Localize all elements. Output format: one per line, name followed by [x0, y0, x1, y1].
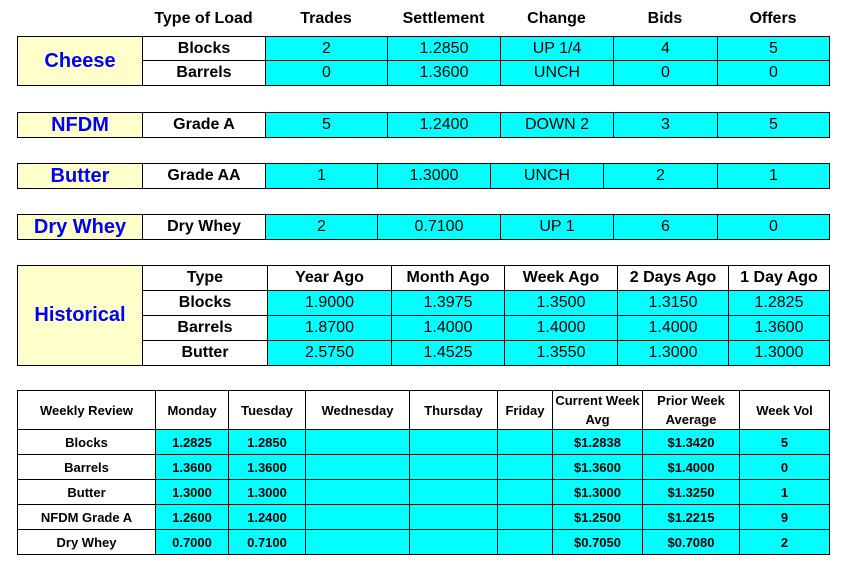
category-nfdm: NFDM — [18, 113, 143, 138]
bids-cell: 4 — [614, 37, 718, 61]
category-butter: Butter — [18, 164, 143, 189]
nfdm-table — [17, 112, 830, 138]
header-type-of-load: Type of Load — [142, 8, 265, 29]
value-cell — [498, 530, 553, 555]
value-cell: 9 — [740, 505, 830, 530]
table-row — [18, 113, 830, 138]
value-cell: 1.3550 — [505, 341, 618, 366]
trades-cell: 1 — [266, 164, 378, 189]
offers-cell: 0 — [718, 215, 830, 240]
value-cell: 1.4000 — [618, 316, 729, 341]
market-header — [17, 8, 829, 29]
value-cell — [306, 430, 410, 455]
cheese-table — [17, 36, 830, 86]
weekly-header-wednesday: Wednesday — [306, 391, 410, 430]
value-cell: 1.3000 — [618, 341, 729, 366]
weekly-row-label: Barrels — [18, 455, 156, 480]
category-historical: Historical — [18, 266, 143, 366]
value-cell: 0 — [740, 455, 830, 480]
type-cell: Dry Whey — [143, 215, 266, 240]
value-cell: 1.2600 — [156, 505, 229, 530]
settlement-cell: 1.3000 — [378, 164, 491, 189]
value-cell: 0.7000 — [156, 530, 229, 555]
value-cell — [410, 455, 498, 480]
table-row — [18, 530, 830, 555]
table-row — [18, 215, 830, 240]
type-cell: Blocks — [143, 37, 266, 61]
change-cell: DOWN 2 — [501, 113, 614, 138]
value-cell: 1.3600 — [229, 455, 306, 480]
weekly-header-friday: Friday — [498, 391, 553, 430]
value-cell: $1.2838 — [553, 430, 643, 455]
value-cell: 1.3600 — [729, 316, 830, 341]
historical-header-year-ago: Year Ago — [268, 266, 392, 291]
weekly-row-label: Butter — [18, 480, 156, 505]
header-trades: Trades — [265, 8, 387, 29]
value-cell: 0.7100 — [229, 530, 306, 555]
table-row — [18, 266, 830, 291]
historical-header-2-days-ago: 2 Days Ago — [618, 266, 729, 291]
weekly-header-week-vol: Week Vol — [740, 391, 830, 430]
type-cell: Grade AA — [143, 164, 266, 189]
value-cell: $1.3250 — [643, 480, 740, 505]
table-row — [18, 505, 830, 530]
historical-table — [17, 265, 830, 366]
table-row — [18, 164, 830, 189]
value-cell: $1.3000 — [553, 480, 643, 505]
value-cell: 1.2825 — [729, 291, 830, 316]
value-cell: 1.4000 — [505, 316, 618, 341]
value-cell: $1.3420 — [643, 430, 740, 455]
weekly-row-label: NFDM Grade A — [18, 505, 156, 530]
value-cell: 1.3000 — [156, 480, 229, 505]
offers-cell: 5 — [718, 113, 830, 138]
settlement-cell: 1.2850 — [388, 37, 501, 61]
value-cell — [498, 455, 553, 480]
value-cell — [306, 530, 410, 555]
category-dry-whey: Dry Whey — [18, 215, 143, 240]
value-cell: $1.2215 — [643, 505, 740, 530]
butter-table — [17, 163, 830, 189]
type-cell: Blocks — [143, 291, 268, 316]
value-cell: 1.3000 — [729, 341, 830, 366]
value-cell — [306, 505, 410, 530]
value-cell — [410, 430, 498, 455]
historical-header-week-ago: Week Ago — [505, 266, 618, 291]
header-bids: Bids — [613, 8, 717, 29]
category-cheese: Cheese — [18, 37, 143, 86]
trades-cell: 0 — [266, 61, 388, 86]
weekly-row-label: Dry Whey — [18, 530, 156, 555]
offers-cell: 0 — [718, 61, 830, 86]
type-cell: Grade A — [143, 113, 266, 138]
weekly-header-current-avg: Current Week Avg — [553, 391, 643, 430]
weekly-row-label: Blocks — [18, 430, 156, 455]
type-cell: Butter — [143, 341, 268, 366]
value-cell — [410, 505, 498, 530]
weekly-header-tuesday: Tuesday — [229, 391, 306, 430]
offers-cell: 5 — [718, 37, 830, 61]
value-cell — [498, 505, 553, 530]
trades-cell: 2 — [266, 37, 388, 61]
type-cell: Barrels — [143, 61, 266, 86]
value-cell: 1.8700 — [268, 316, 392, 341]
weekly-header-thursday: Thursday — [410, 391, 498, 430]
weekly-header-prior-avg: Prior Week Average — [643, 391, 740, 430]
value-cell — [410, 530, 498, 555]
value-cell: $0.7050 — [553, 530, 643, 555]
weekly-header-label: Weekly Review — [18, 391, 156, 430]
value-cell: $1.4000 — [643, 455, 740, 480]
historical-header-type: Type — [143, 266, 268, 291]
trades-cell: 5 — [266, 113, 388, 138]
change-cell: UP 1 — [501, 215, 614, 240]
header-settlement: Settlement — [387, 8, 500, 29]
change-cell: UNCH — [501, 61, 614, 86]
table-row — [18, 455, 830, 480]
bids-cell: 3 — [614, 113, 718, 138]
value-cell: 1.9000 — [268, 291, 392, 316]
value-cell — [498, 430, 553, 455]
value-cell: 1.3975 — [392, 291, 505, 316]
value-cell: 2.5750 — [268, 341, 392, 366]
value-cell: $1.2500 — [553, 505, 643, 530]
value-cell — [306, 455, 410, 480]
change-cell: UP 1/4 — [501, 37, 614, 61]
bids-cell: 2 — [604, 164, 718, 189]
bids-cell: 0 — [614, 61, 718, 86]
value-cell: 5 — [740, 430, 830, 455]
value-cell: 1.4525 — [392, 341, 505, 366]
historical-header-month-ago: Month Ago — [392, 266, 505, 291]
value-cell: 1.3600 — [156, 455, 229, 480]
table-row — [18, 430, 830, 455]
value-cell — [498, 480, 553, 505]
change-cell: UNCH — [491, 164, 604, 189]
value-cell: $1.3600 — [553, 455, 643, 480]
value-cell: 1.4000 — [392, 316, 505, 341]
settlement-cell: 0.7100 — [378, 215, 501, 240]
type-cell: Barrels — [143, 316, 268, 341]
header-spacer — [17, 8, 142, 29]
settlement-cell: 1.2400 — [388, 113, 501, 138]
value-cell: 1.2400 — [229, 505, 306, 530]
value-cell: 1.3000 — [229, 480, 306, 505]
settlement-cell: 1.3600 — [388, 61, 501, 86]
table-row — [18, 391, 830, 430]
dry-whey-table — [17, 214, 830, 240]
value-cell — [306, 480, 410, 505]
header-offers: Offers — [717, 8, 829, 29]
value-cell: 1.3500 — [505, 291, 618, 316]
value-cell: 1.2825 — [156, 430, 229, 455]
value-cell: 1.2850 — [229, 430, 306, 455]
historical-header-1-day-ago: 1 Day Ago — [729, 266, 830, 291]
value-cell: 2 — [740, 530, 830, 555]
table-row — [18, 480, 830, 505]
bids-cell: 6 — [614, 215, 718, 240]
header-change: Change — [500, 8, 613, 29]
value-cell: 1 — [740, 480, 830, 505]
value-cell — [410, 480, 498, 505]
trades-cell: 2 — [266, 215, 378, 240]
weekly-header-monday: Monday — [156, 391, 229, 430]
offers-cell: 1 — [718, 164, 830, 189]
value-cell: $0.7080 — [643, 530, 740, 555]
value-cell: 1.3150 — [618, 291, 729, 316]
weekly-review-table — [17, 390, 830, 555]
table-row — [18, 37, 830, 61]
